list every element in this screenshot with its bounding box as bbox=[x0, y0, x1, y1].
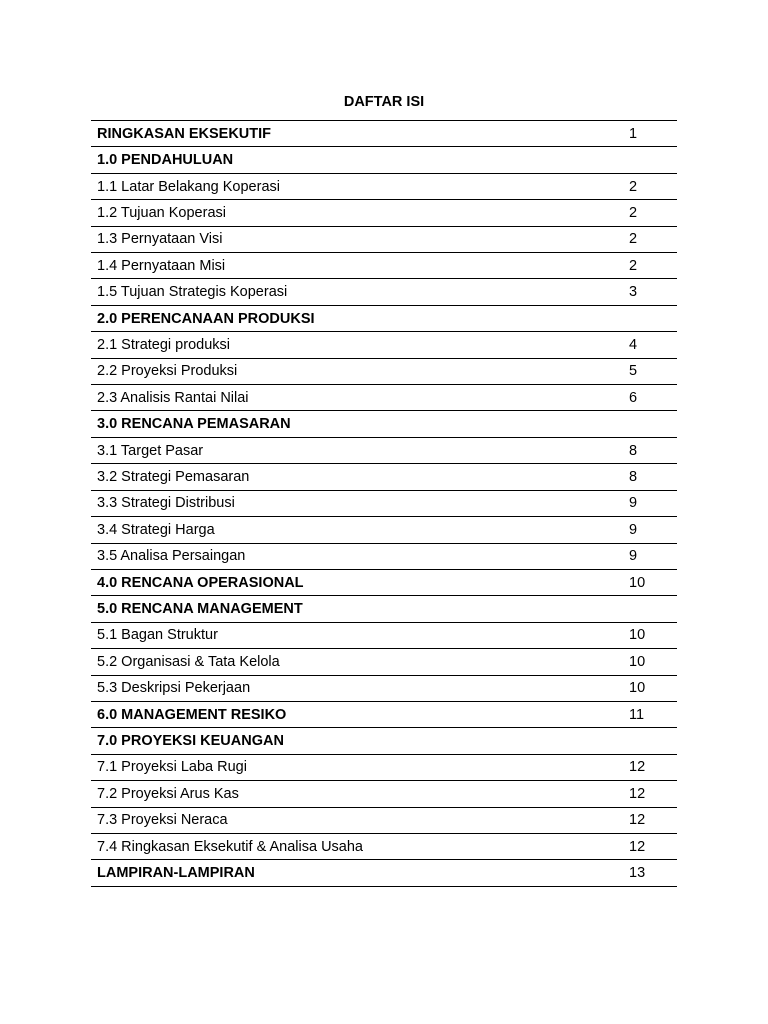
toc-entry-label: 7.3 Proyeksi Neraca bbox=[97, 812, 228, 829]
toc-entry-label: 1.2 Tujuan Koperasi bbox=[97, 204, 226, 221]
toc-entry-label: 2.0 PERENCANAAN PRODUKSI bbox=[97, 310, 315, 327]
toc-entry-label: 6.0 MANAGEMENT RESIKO bbox=[97, 706, 287, 723]
toc-section-row bbox=[91, 411, 677, 437]
toc-entry-label: 5.0 RENCANA MANAGEMENT bbox=[97, 601, 303, 618]
toc-entry-label: 7.2 Proyeksi Arus Kas bbox=[97, 785, 239, 802]
toc-entry-label: 4.0 RENCANA OPERASIONAL bbox=[97, 574, 304, 591]
table-of-contents bbox=[91, 120, 677, 887]
toc-item-row bbox=[91, 359, 677, 385]
toc-page-number: 10 bbox=[629, 680, 646, 697]
toc-item-row bbox=[91, 808, 677, 834]
toc-entry-label: 7.0 PROYEKSI KEUANGAN bbox=[97, 733, 284, 750]
toc-item-row bbox=[91, 332, 677, 358]
toc-entry-label: 1.3 Pernyataan Visi bbox=[97, 231, 223, 248]
toc-item-row bbox=[91, 544, 677, 570]
toc-page-number: 10 bbox=[629, 653, 646, 670]
toc-entry-label: 5.2 Organisasi & Tata Kelola bbox=[97, 653, 280, 670]
toc-item-row bbox=[91, 676, 677, 702]
toc-section-row bbox=[91, 306, 677, 332]
toc-item-row bbox=[91, 649, 677, 675]
toc-entry-label: 3.0 RENCANA PEMASARAN bbox=[97, 416, 291, 433]
toc-item-row bbox=[91, 200, 677, 226]
toc-item-row bbox=[91, 623, 677, 649]
toc-item-row bbox=[91, 517, 677, 543]
toc-page-number: 2 bbox=[629, 204, 638, 221]
toc-page-number: 12 bbox=[629, 812, 646, 829]
toc-page-number: 9 bbox=[629, 548, 638, 565]
toc-item-row bbox=[91, 491, 677, 517]
toc-section-row bbox=[91, 702, 677, 728]
toc-page-number: 3 bbox=[629, 284, 638, 301]
toc-page-number: 9 bbox=[629, 495, 638, 512]
toc-page-number: 2 bbox=[629, 178, 638, 195]
toc-page-number: 12 bbox=[629, 759, 646, 776]
toc-section-row bbox=[91, 728, 677, 754]
toc-page-number: 8 bbox=[629, 442, 638, 459]
toc-item-row bbox=[91, 279, 677, 305]
toc-entry-label: 7.4 Ringkasan Eksekutif & Analisa Usaha bbox=[97, 838, 363, 855]
toc-page-number: 12 bbox=[629, 838, 646, 855]
toc-entry-label: 3.1 Target Pasar bbox=[97, 442, 204, 459]
toc-item-row bbox=[91, 755, 677, 781]
toc-entry-label: 3.5 Analisa Persaingan bbox=[97, 548, 246, 565]
toc-entry-label: 2.1 Strategi produksi bbox=[97, 336, 230, 353]
toc-page-number: 5 bbox=[629, 363, 638, 380]
toc-entry-label: 5.3 Deskripsi Pekerjaan bbox=[97, 680, 251, 697]
toc-page-number: 1 bbox=[629, 125, 638, 142]
toc-entry-label: 2.2 Proyeksi Produksi bbox=[97, 363, 238, 380]
toc-item-row bbox=[91, 227, 677, 253]
toc-entry-label: RINGKASAN EKSEKUTIF bbox=[97, 125, 272, 142]
toc-entry-label: 1.0 PENDAHULUAN bbox=[97, 152, 234, 169]
toc-item-row bbox=[91, 174, 677, 200]
toc-page-number: 2 bbox=[629, 257, 638, 274]
toc-page-number: 12 bbox=[629, 785, 646, 802]
toc-entry-label: 3.4 Strategi Harga bbox=[97, 521, 215, 538]
toc-page-number: 10 bbox=[629, 574, 646, 591]
toc-section-row bbox=[91, 860, 677, 886]
toc-page-number: 11 bbox=[629, 706, 645, 723]
toc-page-number: 4 bbox=[629, 336, 638, 353]
toc-page-number: 9 bbox=[629, 521, 638, 538]
toc-entry-label: 1.4 Pernyataan Misi bbox=[97, 257, 226, 274]
toc-entry-label: 5.1 Bagan Struktur bbox=[97, 627, 218, 644]
toc-page-number: 2 bbox=[629, 231, 638, 248]
toc-page-number: 10 bbox=[629, 627, 646, 644]
toc-entry-label: 7.1 Proyeksi Laba Rugi bbox=[97, 759, 247, 776]
toc-item-row bbox=[91, 438, 677, 464]
toc-page-number: 6 bbox=[629, 389, 638, 406]
toc-entry-label: 1.1 Latar Belakang Koperasi bbox=[97, 178, 280, 195]
toc-entry-label: 1.5 Tujuan Strategis Koperasi bbox=[97, 284, 288, 301]
toc-item-row bbox=[91, 781, 677, 807]
toc-section-row bbox=[91, 570, 677, 596]
toc-item-row bbox=[91, 385, 677, 411]
toc-section-row bbox=[91, 121, 677, 147]
toc-entry-label: 2.3 Analisis Rantai Nilai bbox=[97, 389, 249, 406]
page-title: DAFTAR ISI bbox=[343, 94, 425, 110]
toc-item-row bbox=[91, 253, 677, 279]
toc-entry-label: 3.3 Strategi Distribusi bbox=[97, 495, 235, 512]
toc-item-row bbox=[91, 834, 677, 860]
toc-section-row bbox=[91, 596, 677, 622]
toc-page-number: 13 bbox=[629, 865, 646, 882]
toc-page-number: 8 bbox=[629, 468, 638, 485]
toc-item-row bbox=[91, 464, 677, 490]
toc-entry-label: LAMPIRAN-LAMPIRAN bbox=[97, 865, 255, 882]
toc-section-row bbox=[91, 147, 677, 173]
toc-entry-label: 3.2 Strategi Pemasaran bbox=[97, 468, 250, 485]
